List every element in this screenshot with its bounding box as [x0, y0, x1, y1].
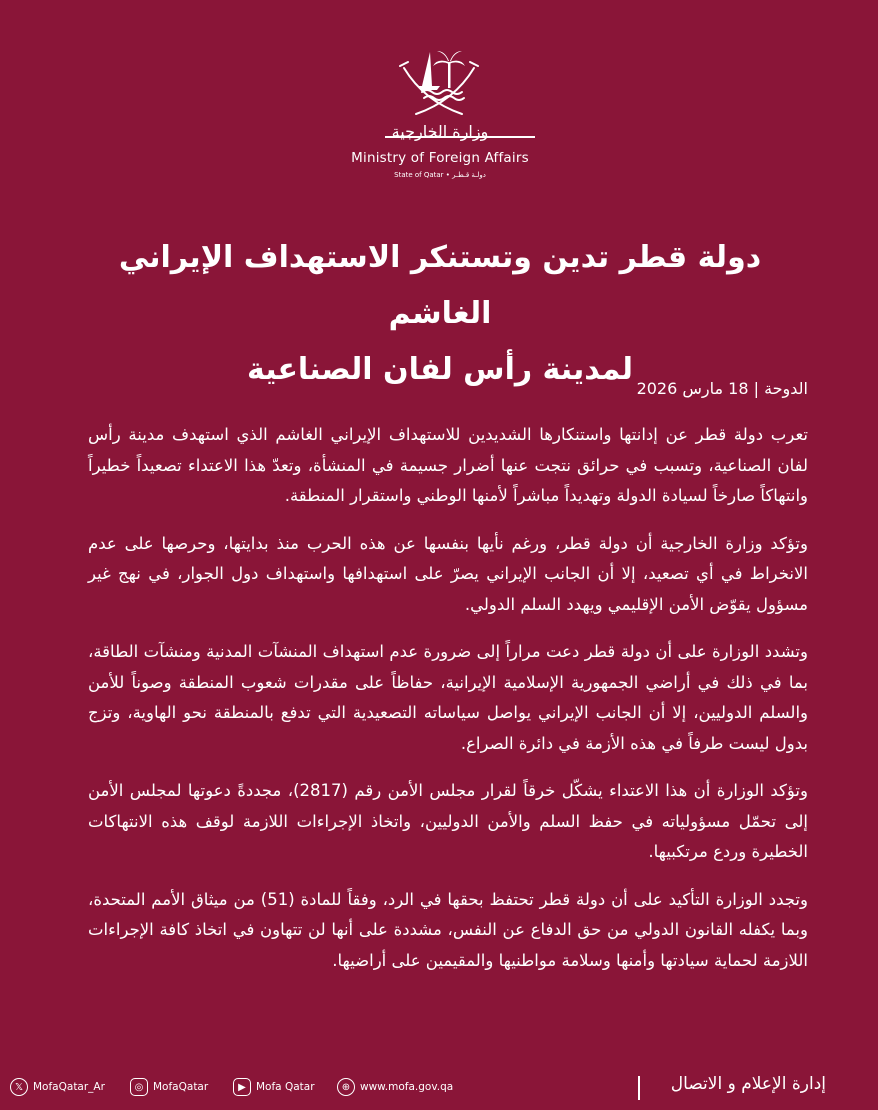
youtube-icon: ▶: [233, 1078, 251, 1096]
footer-divider: [638, 1076, 640, 1100]
headline-line-2: لمدينة رأس لفان الصناعية: [247, 352, 633, 387]
footer: [0, 1072, 878, 1110]
ministry-name-english: Ministry of Foreign Affairs: [351, 150, 529, 166]
paragraph: وتؤكد وزارة الخارجية أن دولة قطر، ورغم نأيها بنفسها عن هذه الحرب منذ بدايتها، وحرصها على عدم الانخراط في أي تصعيد، إلا أن الجانب الإيراني يصرّ على استهدافها واستهداف دول الجوار، في نهج غير مسؤول يقوّض الأمن الإقليمي ويهدد السلم الدولي.: [88, 533, 808, 614]
social-handle: MofaQatar: [153, 1081, 209, 1093]
state-of-qatar-label: State of Qatar • دولـة قـطـر: [394, 171, 486, 179]
press-release-headline: [80, 230, 800, 398]
department-name: إدارة الإعلام و الاتصال: [670, 1074, 826, 1094]
x-icon: 𝕏: [10, 1078, 28, 1096]
paragraph: وتؤكد الوزارة أن هذا الاعتداء يشكّل خرقاً لقرار مجلس الأمن رقم (2817)، مجددةً دعوتها لمجلس الأمن إلى تحمّل مسؤولياته في حفظ السلم والأمن الدوليين، واتخاذ الإجراءات اللازمة لوقف هذه الانتهاكات الخطيرة وردع مرتكبيها.: [88, 781, 808, 861]
ministry-name-arabic: وزارة الخارجية: [330, 122, 550, 143]
social-handle: www.mofa.gov.qa: [360, 1081, 454, 1093]
paragraph: وتجدد الوزارة التأكيد على أن دولة قطر تحتفظ بحقها في الرد، وفقاً للمادة (51) من ميثاق الأمم المتحدة، وبما يكفله القانون الدولي من حق الدفاع عن النفس، مشددة على أنها لن تتهاون في اتخاذ كافة الإجراءات اللازمة لحماية سيادتها وأمنها وسلامة مواطنيها والمقيمين على أراضيها.: [88, 889, 808, 970]
social-link-instagram[interactable]: [130, 1076, 208, 1098]
paragraph: وتشدد الوزارة على أن دولة قطر دعت مراراً إلى ضرورة عدم استهداف المنشآت المدنية ومنشآت الطاقة، بما في ذلك في أراضي الجمهورية الإسلامية الإيرانية، حفاظاً على مقدرات شعوب المنطقة وصوناً للأمن والسلم الدوليين، إلا أن الجانب الإيراني يواصل سياساته التصعيدية التي تدفع بالمنطقة نحو الهاوية، وتزج بدول ليست طرفاً في هذه الأزمة في دائرة الصراع.: [88, 642, 808, 753]
social-link-x[interactable]: [10, 1076, 105, 1098]
paragraph: تعرب دولة قطر عن إدانتها واستنكارها الشديدين للاستهداف الإيراني الغاشم الذي استهدف مدينة رأس لفان الصناعية، وتسبب في حرائق نتجت عنها أضرار جسيمة في المنشأة، وتعدّ هذا الاعتداء تصعيداً خطيراً وانتهاكاً صارخاً لسيادة الدولة وتهديداً مباشراً لأمنها الوطني واستقرار المنطقة.: [88, 425, 808, 505]
social-link-website[interactable]: [337, 1076, 453, 1098]
globe-icon: ⊕: [337, 1078, 355, 1096]
instagram-icon: ◎: [130, 1078, 148, 1096]
dateline: الدوحة | 18 مارس 2026: [636, 379, 808, 398]
press-release-body: [88, 420, 808, 993]
social-handle: MofaQatar_Ar: [33, 1081, 105, 1093]
social-link-youtube[interactable]: [233, 1076, 315, 1098]
headline-line-1: دولة قطر تدين وتستنكر الاستهداف الإيراني الغاشم: [118, 240, 762, 331]
qatar-emblem-icon: [384, 46, 494, 118]
social-handle: Mofa Qatar: [256, 1081, 315, 1093]
